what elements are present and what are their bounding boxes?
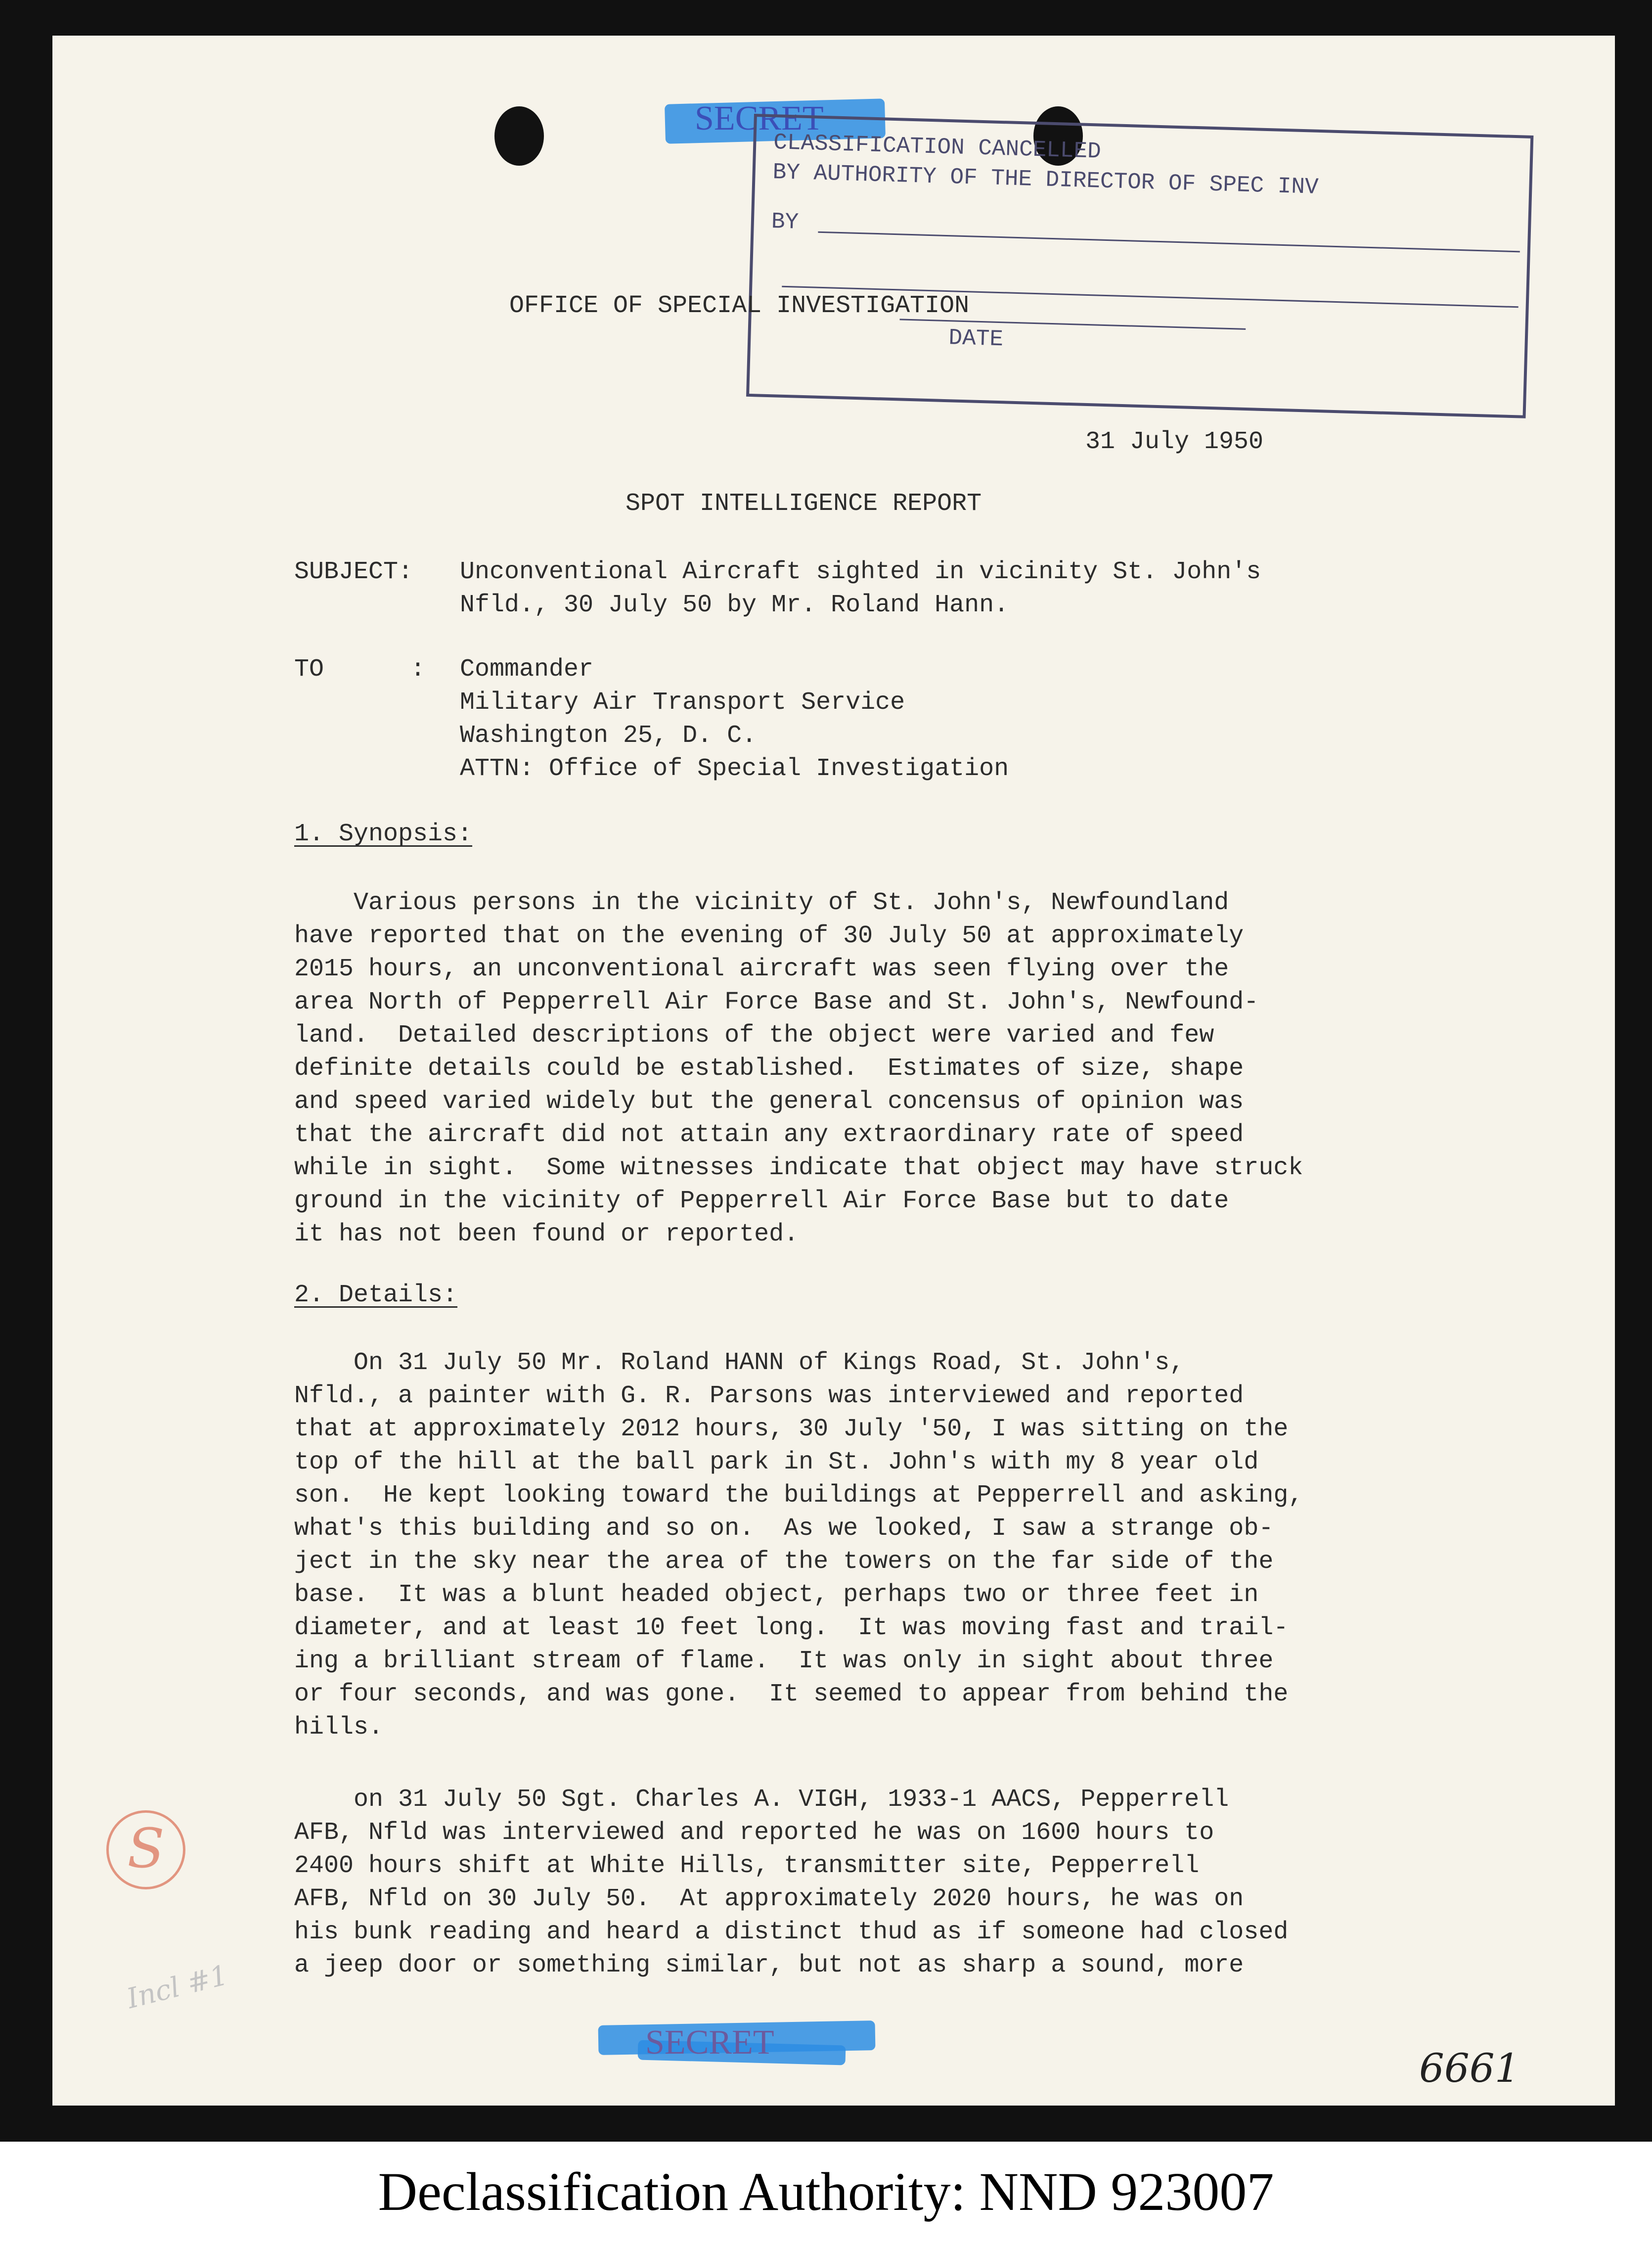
stamp-line-1: CLASSIFICATION CANCELLED [773,130,1102,165]
to-line-1: Commander [460,655,594,684]
to-line-4: ATTN: Office of Special Investigation [460,755,1009,783]
to-line-2: Military Air Transport Service [460,688,905,717]
stamp-line-2: BY AUTHORITY OF THE DIRECTOR OF SPEC INV [772,159,1319,200]
details-paragraph-2: on 31 July 50 Sgt. Charles A. VIGH, 1933-1 AACS, Pepperrell AFB, Nfld was interviewed and reported he was on 1600 hours to 2400 hours shift at White Hills, transmitter site, Pepperrell AFB, Nfld on 30 July 50. At approximately 2020 hours, he was on his bunk reading and heard a distinct thud as if someone had closed a jeep door or something similar, but not as sharp a sound, more [294,1786,1289,1979]
synopsis-heading: 1. Synopsis: [294,820,473,848]
subject-label: SUBJECT: [294,558,413,586]
stamp-by-label: BY [771,209,799,235]
classification-bottom: SECRET [645,2023,774,2062]
subject-line-1: Unconventional Aircraft sighted in vicinity St. John's [460,558,1261,586]
details-paragraph-1: On 31 July 50 Mr. Roland HANN of Kings Road, St. John's, Nfld., a painter with G. R. Parsons was interviewed and reported that at approximately 2012 hours, 30 July '50, I was sitting on the top of the hill at the ball park in St. John's with my 8 year old son. He kept looking toward the buildings at Pepperrell and asking, what's this building and so on. As we looked, I saw a strange ob- ject in the sky near the area of the towers on the far side of the base. It was a blunt headed object, perhaps two or three feet in diameter, and at least 10 feet long. It was moving fast and trail- ing a brilliant stream of flame. It was only in sight about three or four seconds, and was gone. It seemed to appear from behind the hills. [294,1349,1303,1742]
stamp-date-label: DATE [948,325,1004,353]
circled-letter-mark [106,1810,185,1889]
page-number: 6661 [1419,2045,1520,2091]
circled-letter: S [127,1817,165,1880]
stamp-by-line [818,231,1520,253]
synopsis-text: Various persons in the vicinity of St. John's, Newfoundland have reported that on the evening of 30 July 50 at approximately 2015 hours, an unconventional aircraft was seen flying over the area North of Pepperrell Air Force Base and St. John's, Newfound- land. Detailed descriptions of the object were varied and few definite details could be established. Estimates of size, shape and speed varied widely but the general concensus of opinion was that the aircraft did not attain any extraordinary rate of speed while in sight. Some witnesses indicate that object may have struck ground in the vicinity of Pepperrell Air Force Base but to date it has not been found or reported. [294,889,1303,1248]
to-line-3: Washington 25, D. C. [460,722,757,750]
details-heading: 2. Details: [294,1281,458,1309]
footer-bar [0,2142,1652,2248]
declassification-stamp [746,114,1533,418]
margin-note: Incl #1 [124,1959,231,2016]
report-title: SPOT INTELLIGENCE REPORT [625,490,982,518]
classification-top: SECRET [695,99,824,138]
to-label: TO [294,655,324,684]
declassification-authority: Declassification Authority: NND 923007 [378,2161,1274,2222]
to-colon: : [410,655,426,684]
office-heading: OFFICE OF SPECIAL INVESTIGATION [509,292,970,320]
report-date: 31 July 1950 [1085,428,1264,456]
punch-hole-left [494,106,544,166]
subject-line-2: Nfld., 30 July 50 by Mr. Roland Hann. [460,591,1009,619]
